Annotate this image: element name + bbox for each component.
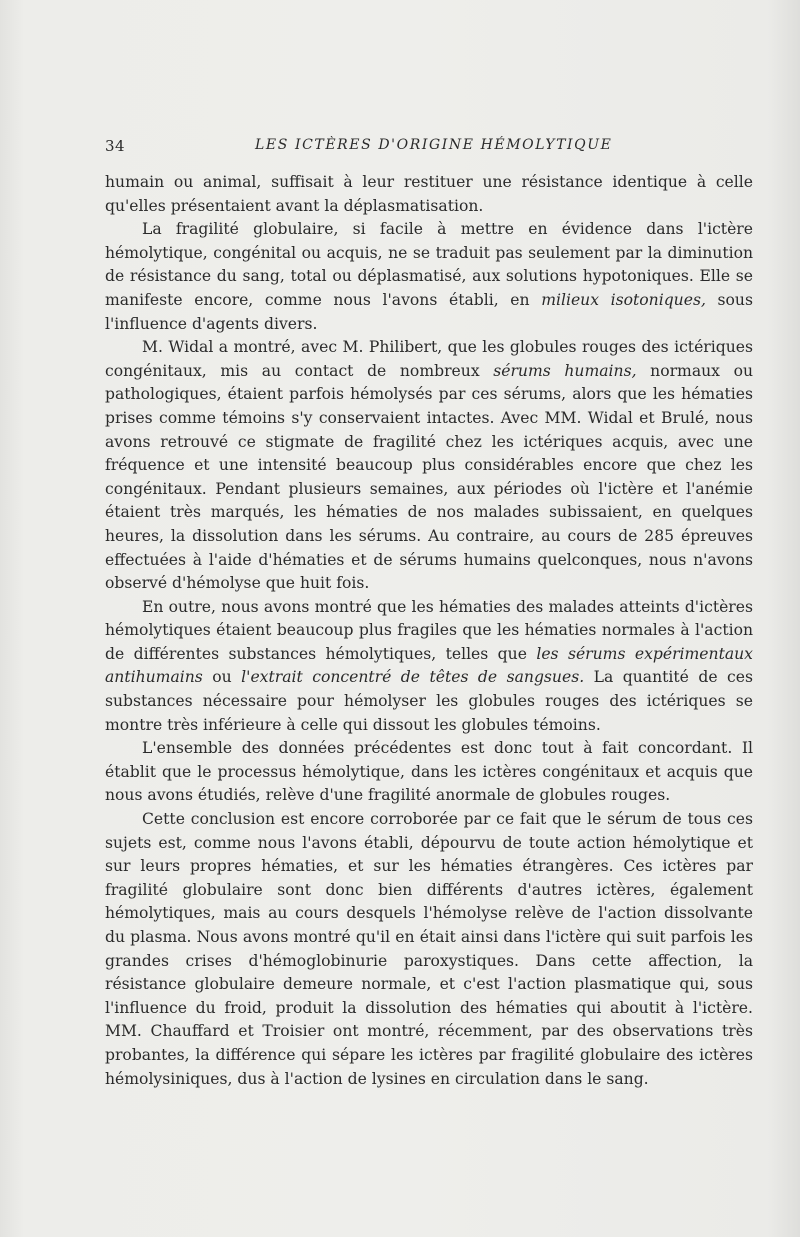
text-run: Cette conclusion est encore corroborée par ce fait que le sérum de tous ces sujets est, comme nous l'avons établi, dépourvu de toute action hémolytique et sur leurs propres hématies, et sur les hématies étrangères. Ces ictères par fragilité globulaire sont donc bien différents d'autres ictères, également hémolytiques, mais au cours desquels l'hémolyse relève de l'action dissolvante du plasma. Nous avons montré qu'il en était ainsi dans l'ictère qui suit parfois les grandes crises d'hémoglobinurie paroxystiques. Dans cette affection, la résistance globulaire demeure normale, et c'est l'action plasmatique qui, sous l'influence du froid, produit la dissolution des hématies qui aboutit à l'ictère. MM. Chauffard et Troisier ont montré, récemment, par des observations très probantes, la différence qui sépare les ictères par fragilité globulaire des ictères hémolysiniques, dus à l'action de lysines en circulation dans le sang.: [105, 810, 753, 1088]
text-run: ou: [202, 668, 242, 687]
paragraph-5: [105, 737, 753, 808]
paragraph-1: [105, 171, 753, 218]
body-text: [105, 171, 753, 1091]
text-run: La fragilité globulaire, si facile à mettre en évidence dans l'ictère hémolytique, congénital ou acquis, ne se traduit pas seulement par la diminution de résistance du sang, total ou déplasmatisé, aux solutions hypotoniques. Elle se manifeste encore, comme nous l'avons établi, en: [105, 220, 753, 309]
paragraph-3: [105, 336, 753, 596]
page-header: [105, 137, 755, 159]
paragraph-6: [105, 808, 753, 1091]
italic-run: l'extrait concentré de têtes de sangsues.: [241, 668, 585, 687]
text-run: normaux ou pathologiques, étaient parfois hémolysés par ces sérums, alors que les hématies prises comme témoins s'y conservaient intactes. Avec MM. Widal et Brulé, nous avons retrouvé ce stigmate de fragilité chez les ictériques acquis, avec une fréquence et une intensité beaucoup plus considérables encore que chez les congénitaux. Pendant plusieurs semaines, aux périodes où l'ictère et l'anémie étaient très marqués, les hématies de nos malades subissaient, en quelques heures, la dissolution dans les sérums. Au contraire, au cours de 285 épreuves effectuées à l'aide d'hématies et de sérums humains quelconques, nous n'avons observé d'hémolyse que huit fois.: [105, 361, 753, 593]
italic-run: milieux isotoniques,: [541, 290, 706, 309]
text-run: humain ou animal, suffisait à leur restituer une résistance identique à celle qu'elles présentaient avant la déplasmatisation.: [105, 173, 753, 215]
text-run: M. Widal a montré, avec M. Philibert, que les globules rouges des ictériques congénitaux, mis au contact de nombreux: [105, 338, 753, 380]
text-run: La quantité de ces substances nécessaire pour hémolyser les globules rouges des ictériques se montre très inférieure à celle qui dissout les globules témoins.: [105, 668, 753, 734]
running-title: LES ICTÈRES D'ORIGINE HÉMOLYTIQUE: [255, 137, 613, 153]
paragraph-2: [105, 218, 753, 336]
text-run: sous l'influence d'agents divers.: [105, 290, 753, 333]
text-run: L'ensemble des données précédentes est donc tout à fait concordant. Il établit que le processus hémolytique, dans les ictères congénitaux et acquis que nous avons étudiés, relève d'une fragilité anormale de globules rouges.: [105, 739, 753, 805]
italic-run: sérums humains,: [493, 361, 637, 380]
text-run: En outre, nous avons montré que les hématies des malades atteints d'ictères hémolytiques étaient beaucoup plus fragiles que les hématies normales à l'action de différentes substances hémolytiques, telles que: [105, 597, 753, 663]
italic-run: les sérums expérimentaux antihumains: [105, 644, 753, 687]
paragraph-4: [105, 596, 753, 738]
page-number: 34: [105, 137, 126, 155]
